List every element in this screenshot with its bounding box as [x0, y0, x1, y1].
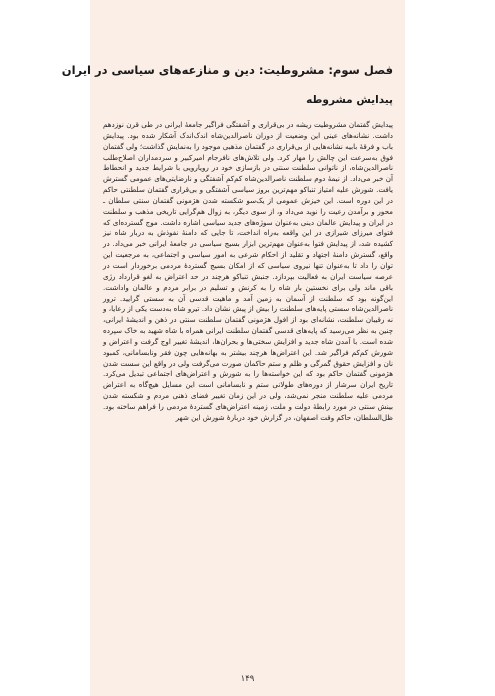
page-number: ۱۴۹ — [240, 674, 255, 684]
body-paragraph: پیدایش گفتمان مشروطیت ریشه در بی‌قراری و آشفتگی فراگیر جامعهٔ ایرانی در طی قرن نوزدهم داشت. نشانه‌های عینی این وضعیت از دوران ناصرالدین‌شاه اندک‌اندک آشکار شده بود. پیدایش باب و فرقهٔ بابیه نشانه‌هایی از بی‌قراری در گفتمان مذهبی موجود را به‌نمایش گذاشت؛ ولی گفتمان فوق به‌سرعت این چالش را مهار کرد. ولی تلاش‌های نافرجام امیرکبیر و سردمداران اصلاح‌طلب ناصرالدین‌شاه، از ناتوانی سلطنت سنتی در بازسازی خود در رویارویی با شرایط جدید و انحطاط آن خبر می‌داد. از نیمهٔ دوم سلطنت ناصرالدین‌شاه کم‌کم آشفتگی و نارضایتی‌های عمومی گسترش یافت. شورش علیه امتیاز تنباکو مهم‌ترین بروز سیاسی آشفتگی و بی‌قراری گفتمان سلطنتی حاکم در این دوره است. این خیزش عمومی از یک‌سو شکسته شدن هژمونی گفتمان سنتی سلطان ـ محور و برآمدن رعیت را نوید می‌داد و، از سوی دیگر، به زوال هم‌گرایی تاریخی مذهب و سلطنت در ایران و پیدایش عالمان دینی به‌عنوان سوژه‌های جدید سیاسی اشاره داشت. موج گسترده‌ای که فتوای میرزای شیرازی در این واقعه به‌راه انداخت، تا جایی که دامنهٔ نفوذش به دربار شاه نیز کشیده شد، از پیدایش فتوا به‌عنوان مهم‌ترین ابزار بسیج سیاسی در جامعهٔ ایرانی خبر می‌داد. در واقع، گسترش دامنهٔ اجتهاد و تقلید از احکام شرعی به امور سیاسی و اجتماعی، به مرجعیت این توان را داد تا به‌عنوان تنها نیروی سیاسی که از امکان بسیج گستردهٔ مردمی برخوردار است در عرصه سیاست ایران به فعالیت بپردازد. جنبش تنباکو هرچند در حد اعتراض به لغو قرارداد رژی باقی ماند ولی برای نخستین بار شاه را به کرنش و تسلیم در برابر مردم و عالمان واداشت. این‌گونه بود که سلطنت از آسمان به زمین آمد و ماهیت قدسی آن به سستی گرایید. ترور ناصرالدین‌شاه سستی پایه‌های سلطنت را بیش از پیش نشان داد. تیرو شاه به‌دست یکی از رعایا، و نه رقیبان سلطنت، نشانه‌ای بود از افول هژمونی گفتمان سلطنت سنتی در ذهن و اندیشهٔ ایرانی، چنین به نظر می‌رسید که پایه‌های قدسی گفتمان سلطنت ایرانی همراه با شاه شهید به خاک سپرده شده است. با آمدن شاه جدید و افزایش سختی‌ها و بحران‌ها، اندیشهٔ تغییر اوج گرفت و اعتراض و شورش کم‌کم فراگیر شد. این اعتراض‌ها هرچند بیشتر به بهانه‌هایی چون فقر ونابسامانی، کمبود نان و افزایش حقوق گمرگی و ظلم و ستم حاکمان صورت می‌گرفت ولی در واقع این سست شدن هژمونی گفتمان حاکم بود که این خواسته‌ها را به شورش و اعتراض‌های اجتماعی تبدیل می‌کرد. تاریخ ایران سرشار از دوره‌های طولانی ستم و نابسامانی است این مسایل هیچ‌گاه به اعتراض مردمی علیه سلطنت منجر نمی‌شد، ولی در این زمان تغییر فضای ذهنی مردم و شکسته شدن بینش سنتی در مورد رابطهٔ دولت و ملت، زمینه اعتراض‌های گستردهٔ مردمی را فراهم ساخته بود. ظل‌السلطان، حاکم وقت اصفهان، در گزارش خود دربارهٔ شورش این شهر — [103, 120, 393, 422]
section-title: پیدایش مشروطه — [306, 94, 393, 106]
chapter-title: فصل سوم: مشروطیت: دین و منازعه‌های سیاسی در ایران — [61, 63, 393, 77]
book-page — [61, 0, 405, 696]
